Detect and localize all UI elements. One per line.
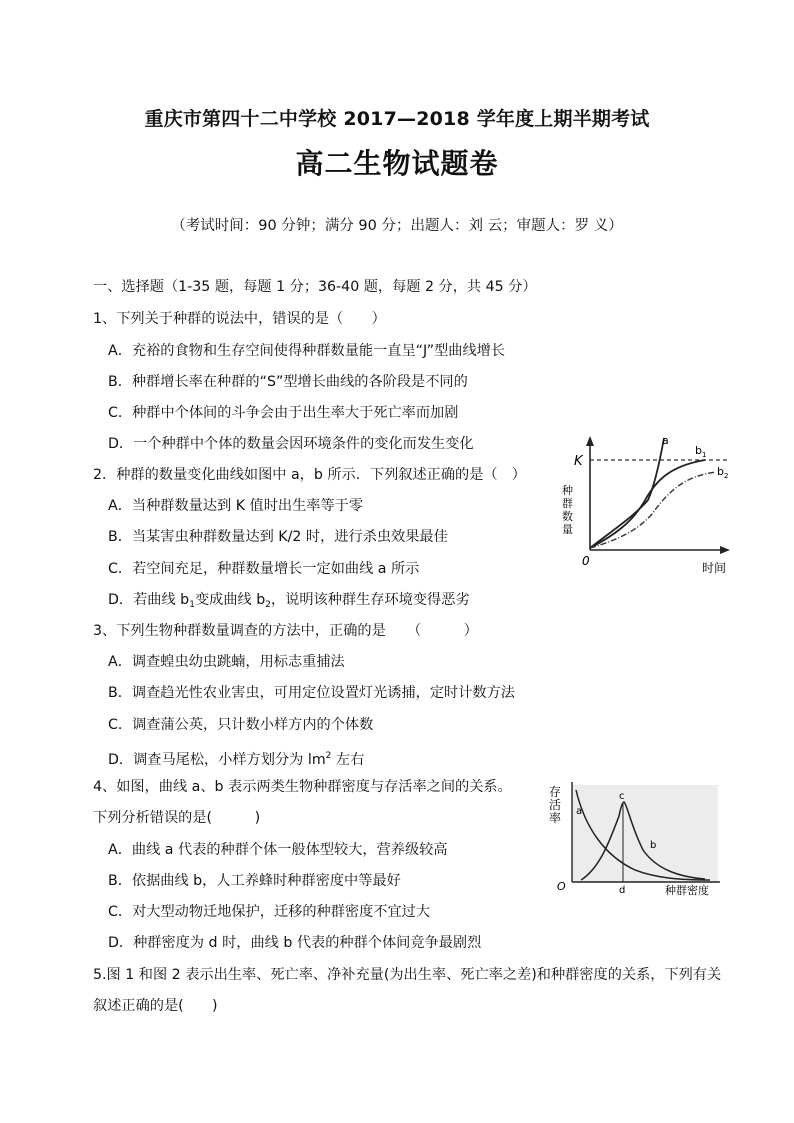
q3-option-d-prefix: D．调查马尾松，小样方划分为 lm: [108, 752, 326, 768]
curve-a-label: a: [662, 434, 669, 447]
curve-a: [590, 438, 664, 548]
q3-option-d-sup: 2: [325, 751, 332, 761]
q3-option-d: [108, 746, 364, 770]
q1-option-a: A．充裕的食物和生存空间使得种群数量能一直呈“J”型曲线增长: [108, 343, 506, 359]
origin-label: O: [557, 880, 566, 893]
q5-stem-line2: 叙述正确的是( ): [93, 998, 218, 1014]
y-axis-label-3: 率: [549, 811, 562, 825]
x-axis-label: 种群密度: [665, 884, 709, 896]
q2-option-d-mid: 变成曲线 b: [194, 592, 266, 608]
q1-option-b: B．种群增长率在种群的“S”型增长曲线的各阶段是不同的: [108, 374, 468, 390]
curve-b-label: b: [650, 840, 657, 851]
peak-label: c: [619, 791, 625, 802]
q4-survival-density-figure: [545, 778, 725, 896]
y-axis-label-4: 量: [562, 523, 573, 536]
q1-stem: 1、下列关于种群的说法中，错误的是（ ）: [93, 311, 386, 327]
q5-stem-line1: 5.图 1 和图 2 表示出生率、死亡率、净补充量(为出生率、死亡率之差)和种群密度的关系，下列有关: [93, 967, 722, 983]
q4-option-b: B．依据曲线 b，人工养蜂时种群密度中等最好: [108, 873, 401, 889]
q3-option-b: B．调查趋光性农业害虫，可用定位设置灯光诱捕，定时计数方法: [108, 685, 515, 701]
q2-stem: 2．种群的数量变化曲线如图中 a，b 所示．下列叙述正确的是（ ）: [93, 467, 526, 483]
q3-option-d-suffix: 左右: [331, 752, 365, 768]
x-axis-label: 时间: [702, 561, 727, 575]
q4-option-a: A．曲线 a 代表的种群个体一般体型较大，营养级较高: [108, 842, 448, 858]
k-label: K: [574, 454, 583, 469]
q4-stem-line2: 下列分析错误的是( ): [93, 810, 261, 826]
d-label: d: [619, 885, 626, 896]
q4-stem-line1: 4、如图，曲线 a、b 表示两类生物种群密度与存活率之间的关系。: [93, 779, 512, 795]
section-heading: 一、选择题（1-35 题，每题 1 分；36-40 题，每题 2 分，共 45 分）: [93, 279, 537, 295]
curve-a-label: a: [576, 806, 583, 817]
exam-title: 重庆市第四十二中学校 2017—2018 学年度上期半期考试: [144, 108, 650, 130]
q4-option-d: D．种群密度为 d 时，曲线 b 代表的种群个体间竞争最剧烈: [108, 935, 482, 951]
paper-title: 高二生物试题卷: [295, 147, 499, 180]
q1-option-d: D．一个种群中个体的数量会因环境条件的变化而发生变化: [108, 436, 474, 452]
q3-option-c: C．调查蒲公英，只计数小样方内的个体数: [108, 717, 374, 733]
curve-b1-label: $b_1$: [695, 444, 707, 459]
curve-b2-label: $b_2$: [717, 465, 729, 480]
q4-option-c: C．对大型动物迁地保护，迁移的种群密度不宜过大: [108, 904, 431, 920]
q2-option-a: A．当种群数量达到 K 值时出生率等于零: [108, 498, 364, 514]
y-axis-label-1: 种: [562, 484, 573, 497]
q2-option-c: C．若空间充足，种群数量增长一定如曲线 a 所示: [108, 561, 420, 577]
exam-info: （考试时间：90 分钟；满分 90 分；出题人：刘 云；审题人：罗 义）: [171, 218, 623, 234]
q3-stem: 3、下列生物种群数量调查的方法中，正确的是 （ ）: [93, 623, 478, 639]
q2-option-d-sub2: 2: [265, 600, 271, 610]
origin-label: 0: [582, 554, 590, 568]
y-axis-label-1: 存: [549, 785, 562, 799]
q2-option-d-suffix: ，说明该种群生存环境变得恶劣: [270, 592, 470, 608]
y-axis-label-2: 群: [562, 497, 573, 510]
q2-option-d-prefix: D．若曲线 b: [108, 592, 190, 608]
y-axis-arrow: [586, 436, 594, 446]
q2-option-d: [108, 590, 470, 615]
q2-option-d-sub1: 1: [189, 600, 195, 610]
q2-growth-curve-figure: [560, 430, 740, 580]
q2-option-b: B．当某害虫种群数量达到 K/2 时，进行杀虫效果最佳: [108, 529, 448, 545]
x-axis-arrow: [720, 546, 730, 554]
q1-option-c: C．种群中个体间的斗争会由于出生率大于死亡率而加剧: [108, 405, 459, 421]
y-axis-label-2: 活: [549, 798, 562, 812]
y-axis-label-3: 数: [562, 510, 573, 523]
q3-option-a: A．调查蝗虫幼虫跳蝻，用标志重捕法: [108, 654, 345, 670]
